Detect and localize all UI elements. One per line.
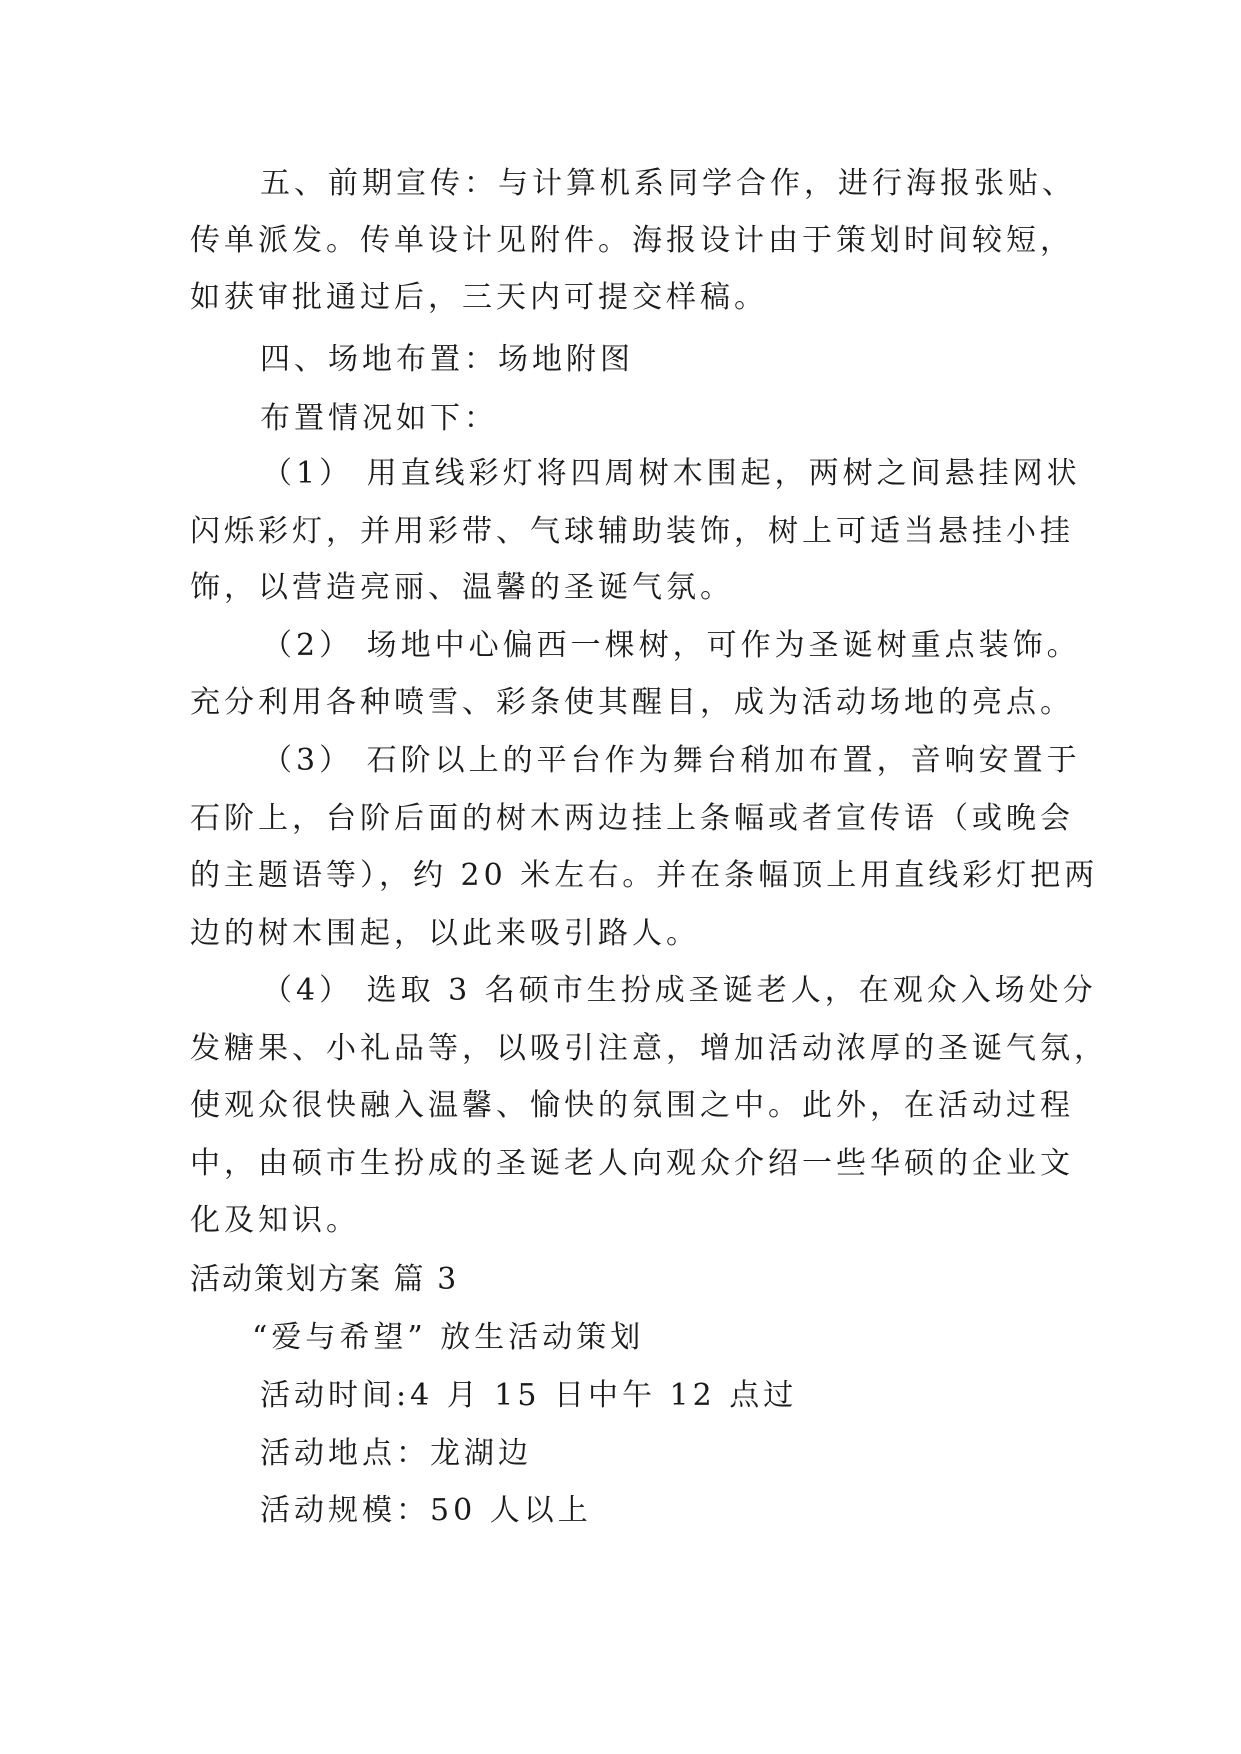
item-1-line-1: （1） 用直线彩灯将四周树木围起，两树之间悬挂网状 bbox=[262, 456, 1081, 491]
item-4-line-5: 化及知识。 bbox=[190, 1203, 360, 1238]
event-location: 活动地点：龙湖边 bbox=[260, 1436, 532, 1471]
item-4-line-1: （4） 选取 3 名硕市生扮成圣诞老人，在观众入场处分 bbox=[262, 973, 1097, 1008]
item-2-line-2: 充分利用各种喷雪、彩条使其醒目，成为活动场地的亮点。 bbox=[190, 685, 1074, 720]
item-3-line-1: （3） 石阶以上的平台作为舞台稍加布置，音响安置于 bbox=[262, 743, 1081, 778]
paragraph-publicity-line-1: 五、前期宣传：与计算机系同学合作，进行海报张贴、 bbox=[260, 166, 1076, 201]
event-scale: 活动规模：50 人以上 bbox=[260, 1493, 592, 1528]
paragraph-publicity-line-3: 如获审批通过后，三天内可提交样稿。 bbox=[190, 280, 768, 315]
item-4-line-2: 发糖果、小礼品等，以吸引注意，增加活动浓厚的圣诞气氛， bbox=[190, 1031, 1108, 1066]
section-title-plan-3: 活动策划方案 篇 3 bbox=[190, 1262, 459, 1297]
event-title: “爱与希望” 放生活动策划 bbox=[252, 1320, 645, 1355]
item-4-line-3: 使观众很快融入温馨、愉快的氛围之中。此外，在活动过程 bbox=[190, 1088, 1074, 1123]
item-3-line-4: 边的树木围起，以此来吸引路人。 bbox=[190, 916, 700, 951]
paragraph-publicity-line-2: 传单派发。传单设计见附件。海报设计由于策划时间较短， bbox=[190, 223, 1074, 258]
venue-intro: 布置情况如下： bbox=[260, 401, 498, 436]
section-heading-venue: 四、场地布置：场地附图 bbox=[260, 342, 634, 377]
item-4-line-4: 中，由硕市生扮成的圣诞老人向观众介绍一些华硕的企业文 bbox=[190, 1146, 1074, 1181]
event-time: 活动时间:4 月 15 日中午 12 点过 bbox=[260, 1378, 798, 1413]
item-2-line-1: （2） 场地中心偏西一棵树，可作为圣诞树重点装饰。 bbox=[262, 628, 1081, 663]
item-3-line-2: 石阶上，台阶后面的树木两边挂上条幅或者宣传语（或晚会 bbox=[190, 801, 1074, 836]
item-3-line-3: 的主题语等），约 20 米左右。并在条幅顶上用直线彩灯把两 bbox=[190, 858, 1099, 893]
item-1-line-2: 闪烁彩灯，并用彩带、气球辅助装饰，树上可适当悬挂小挂 bbox=[190, 514, 1074, 549]
item-1-line-3: 饰，以营造亮丽、温馨的圣诞气氛。 bbox=[190, 570, 734, 605]
